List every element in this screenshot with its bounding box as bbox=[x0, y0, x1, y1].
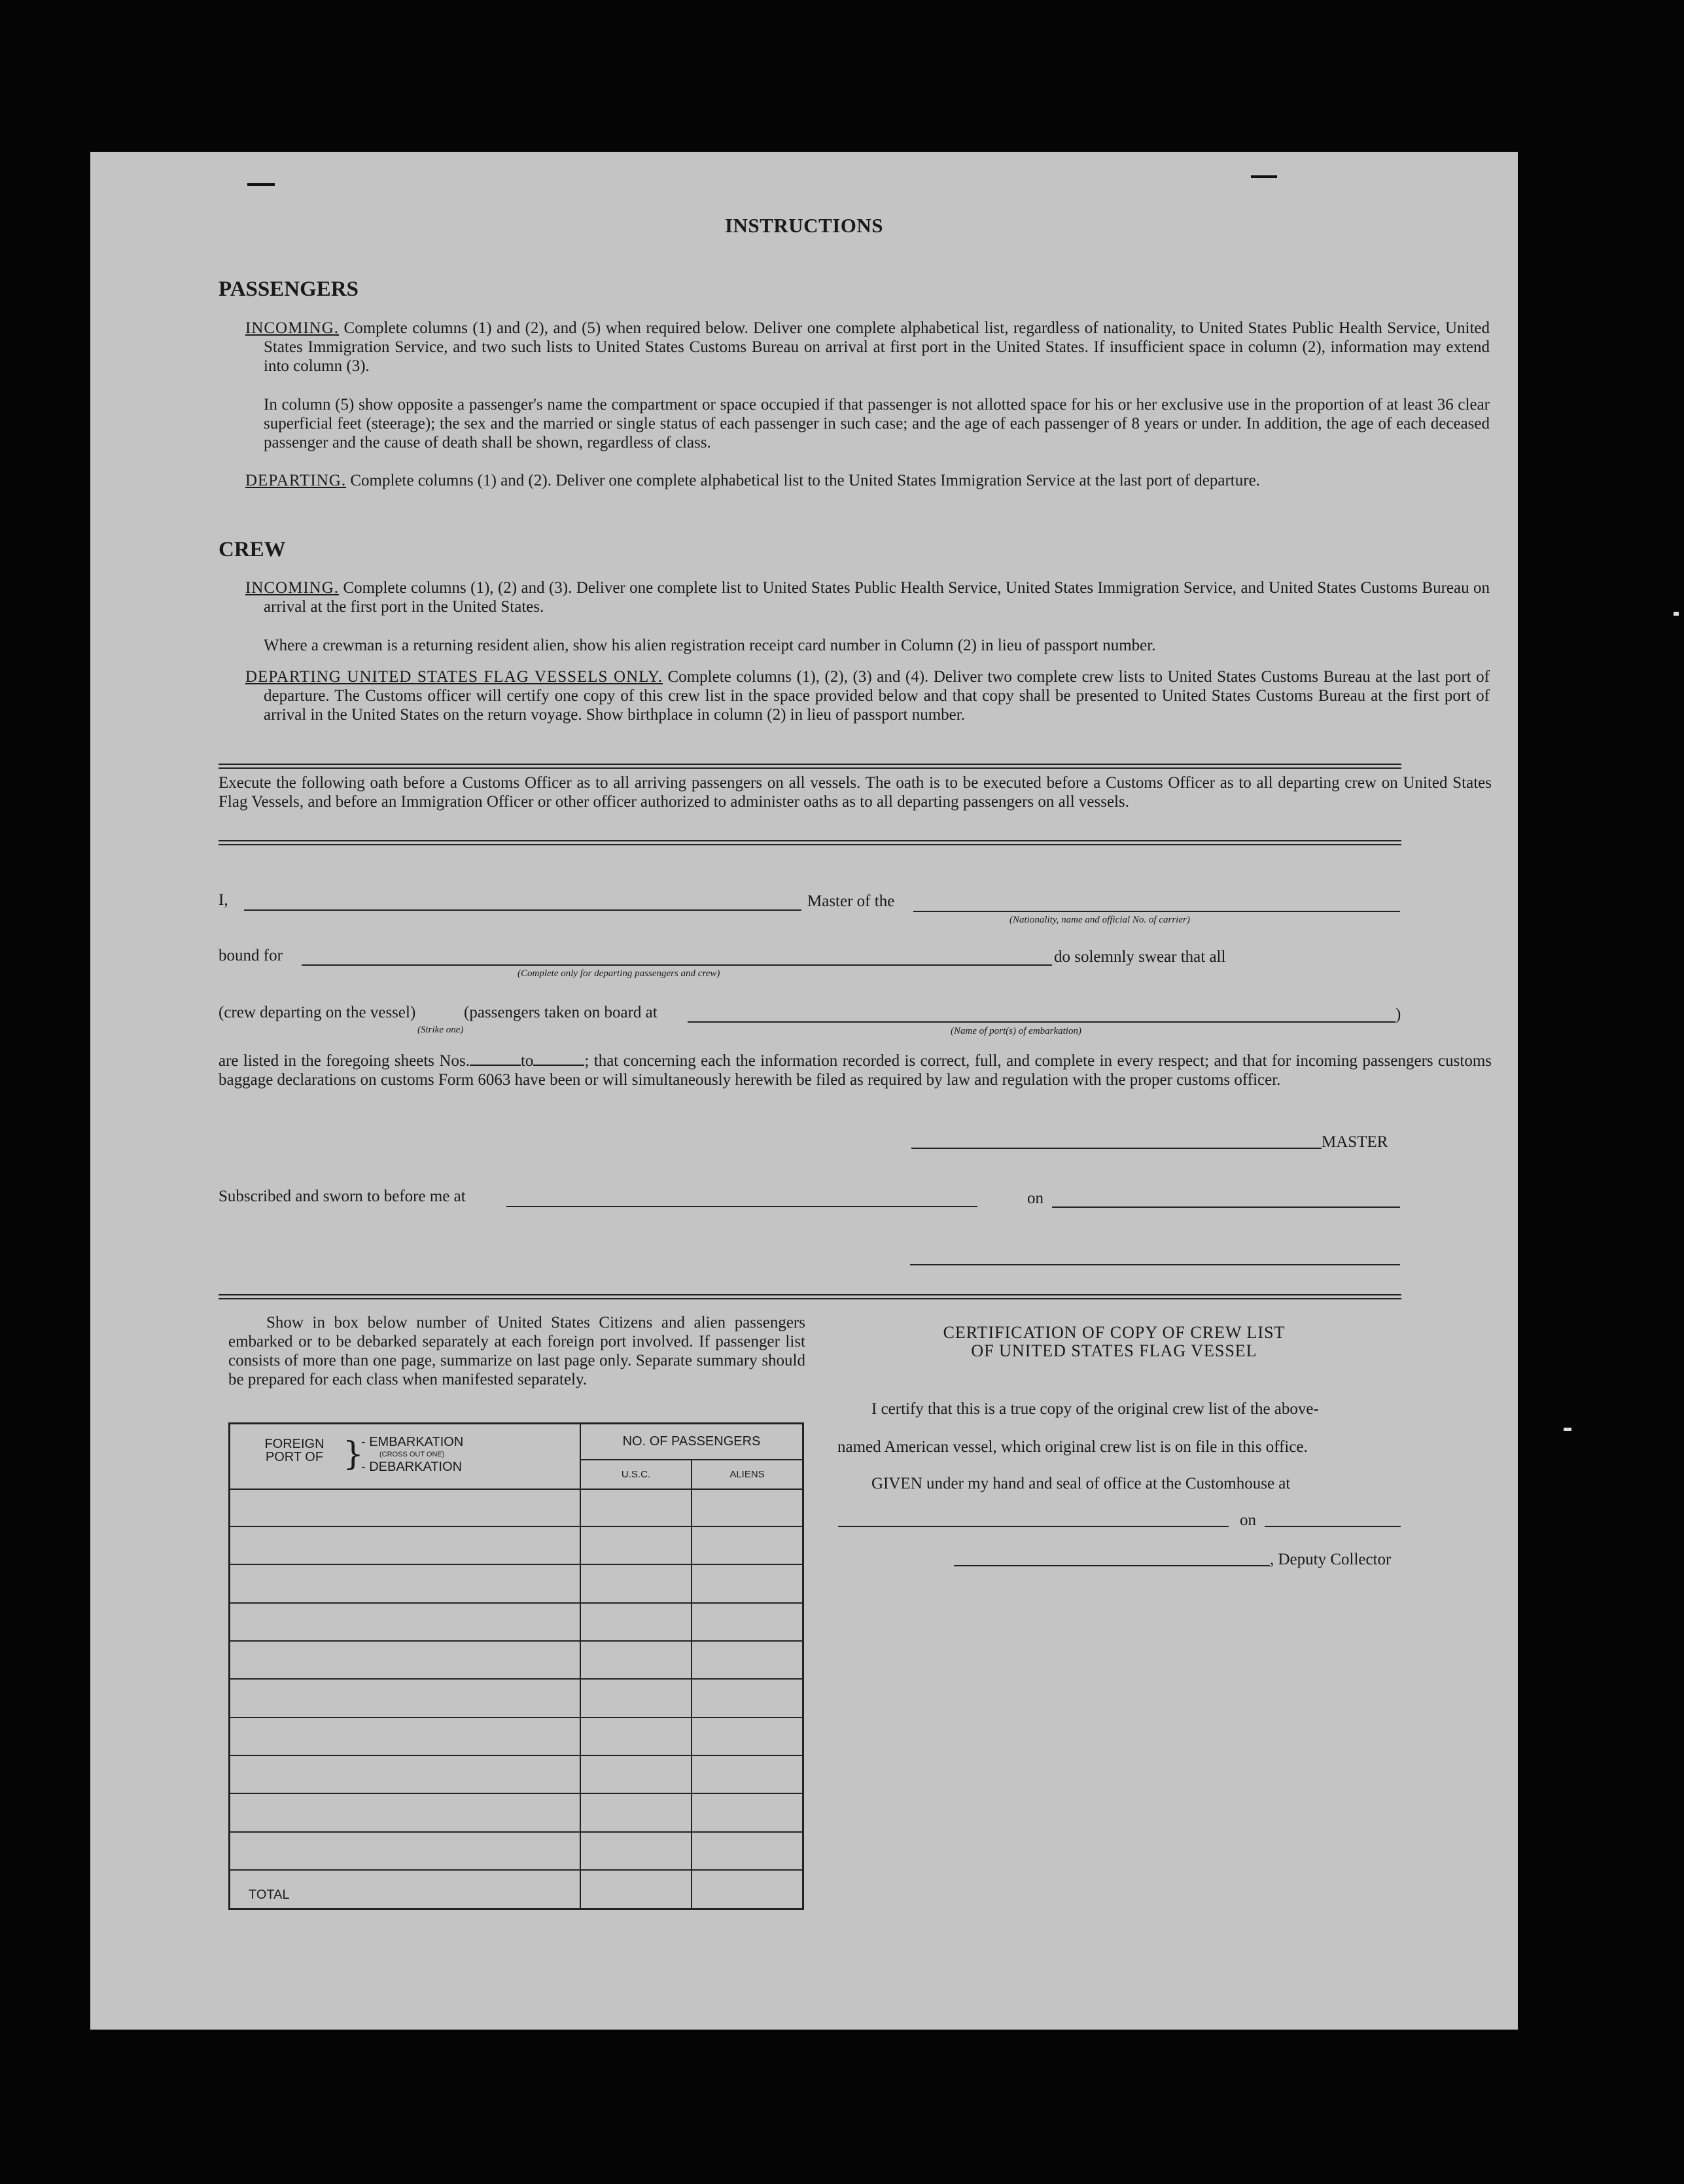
scan-mark bbox=[1251, 175, 1277, 178]
passengers-taken-label: (passengers taken on board at bbox=[464, 1004, 658, 1021]
table-row bbox=[230, 1489, 803, 1526]
passengers-departing-text: Complete columns (1) and (2). Deliver one complete alphabetical list to the United States Immigration Service at the last port of departure. bbox=[350, 472, 1260, 489]
port-cell[interactable] bbox=[230, 1832, 581, 1870]
form-sheet bbox=[90, 152, 1518, 2030]
crew-incoming-paragraph bbox=[245, 578, 1490, 616]
usc-cell[interactable] bbox=[580, 1641, 692, 1679]
crew-incoming-lead: INCOMING. bbox=[245, 579, 340, 597]
passengers-departing-paragraph bbox=[245, 471, 1490, 490]
usc-cell[interactable] bbox=[580, 1717, 692, 1755]
passengers-incoming-paragraph bbox=[245, 319, 1490, 376]
subscribed-label: Subscribed and sworn to before me at bbox=[219, 1188, 466, 1205]
customhouse-field[interactable] bbox=[838, 1526, 1229, 1527]
usc-total-cell[interactable] bbox=[580, 1870, 692, 1909]
scan-mark bbox=[247, 183, 275, 186]
summary-instruction: Show in box below number of United States Citizens and alien passengers embarked or to be debarked separately at each foreign port involved. If passenger list consists of more than one page, summarize on last page only. Separate summary should be prepared for each class when manifested separately. bbox=[228, 1314, 805, 1388]
master-name-field[interactable] bbox=[244, 909, 801, 911]
certification-heading-1: CERTIFICATION OF COPY OF CREW LIST bbox=[943, 1323, 1286, 1342]
usc-cell[interactable] bbox=[580, 1793, 692, 1831]
officer-signature-field[interactable] bbox=[910, 1264, 1400, 1265]
passengers-incoming-text: Complete columns (1) and (2), and (5) when required below. Deliver one complete alphabetical list, regardless of nationality, to United States Public Health Service, United States Immigration Service, and two such lists to United States Customs Bureau on arrival at first port in the United States. If insufficient space in column (2), information may extend into column (3). bbox=[264, 319, 1490, 375]
listed-paragraph bbox=[219, 1051, 1492, 1089]
crew-flag-paragraph bbox=[245, 667, 1490, 724]
aliens-cell[interactable] bbox=[692, 1526, 803, 1564]
usc-cell[interactable] bbox=[580, 1679, 692, 1717]
port-cell[interactable] bbox=[230, 1755, 581, 1793]
aliens-cell[interactable] bbox=[692, 1717, 803, 1755]
ports-caption: (Name of port(s) of embarkation) bbox=[951, 1026, 1081, 1036]
crew-heading: CREW bbox=[219, 538, 286, 561]
table-row bbox=[230, 1603, 803, 1641]
master-label: MASTER bbox=[1322, 1133, 1388, 1151]
oath-instruction: Execute the following oath before a Customs Officer as to all arriving passengers on all vessels. The oath is to be executed before a Customs Officer as to all departing crew on United States Flag Vessels, and before an Immigration Officer or other officer authorized to administer oaths as to all departing passengers on all vessels. bbox=[219, 774, 1492, 811]
crew-departing-label: (crew departing on the vessel) bbox=[219, 1004, 416, 1021]
passengers-column5-paragraph: In column (5) show opposite a passenger's name the compartment or space occupied if that passenger is not allotted space for his or her exclusive use in the proportion of at least 36 clear superficial feet (steerage); the sex and the married or single status of each passenger in such case; and the age of each passenger of 8 years or under. In addition, the age of each deceased passenger and the cause of death shall be shown, regardless of class. bbox=[264, 396, 1490, 451]
cross-out-label: (CROSS OUT ONE) bbox=[379, 1451, 445, 1458]
port-cell[interactable] bbox=[230, 1489, 581, 1526]
table-row bbox=[230, 1679, 803, 1717]
page-title: INSTRUCTIONS bbox=[724, 214, 883, 237]
swear-label: do solemnly swear that all bbox=[1054, 948, 1226, 966]
usc-cell[interactable] bbox=[580, 1564, 692, 1602]
passengers-heading: PASSENGERS bbox=[219, 277, 359, 301]
crew-flag-text: Complete columns (1), (2), (3) and (4). Deliver two complete crew lists to United States Customs Bureau at the last port of departure. The Customs officer will certify one copy of this crew list in the space provided below and that copy shall be presented to United States Customs Bureau at the first port of arrival in the United States on the return voyage. Show birthplace in column (2) in lieu of passport number. bbox=[264, 668, 1490, 724]
certify-line-1: I certify that this is a true copy of the original crew list of the above- bbox=[871, 1400, 1319, 1418]
listed-prefix: are listed in the foregoing sheets Nos. bbox=[219, 1052, 470, 1070]
oath-i-label: I, bbox=[219, 891, 228, 909]
port-cell[interactable] bbox=[230, 1603, 581, 1641]
foreign-port-header bbox=[230, 1424, 581, 1489]
aliens-total-cell[interactable] bbox=[692, 1870, 803, 1909]
scan-mark bbox=[1564, 1428, 1571, 1431]
usc-cell[interactable] bbox=[580, 1526, 692, 1564]
passengers-incoming-lead: INCOMING. bbox=[245, 319, 340, 337]
table-row bbox=[230, 1755, 803, 1793]
total-row bbox=[230, 1870, 803, 1909]
table-row bbox=[230, 1832, 803, 1870]
double-rule bbox=[219, 764, 1401, 769]
usc-header: U.S.C. bbox=[580, 1460, 692, 1489]
usc-cell[interactable] bbox=[580, 1603, 692, 1641]
aliens-cell[interactable] bbox=[692, 1793, 803, 1831]
aliens-cell[interactable] bbox=[692, 1564, 803, 1602]
crew-flag-lead: DEPARTING UNITED STATES FLAG VESSELS ONLY. bbox=[245, 668, 663, 686]
port-cell[interactable] bbox=[230, 1564, 581, 1602]
certify-line-2: named American vessel, which original crew list is on file in this office. bbox=[837, 1438, 1308, 1456]
port-cell[interactable] bbox=[230, 1717, 581, 1755]
aliens-cell[interactable] bbox=[692, 1832, 803, 1870]
passengers-departing-lead: DEPARTING. bbox=[245, 472, 347, 489]
carrier-field[interactable] bbox=[913, 911, 1400, 912]
bound-for-label: bound for bbox=[219, 947, 283, 964]
sworn-place-field[interactable] bbox=[506, 1206, 977, 1207]
brace-icon: } bbox=[343, 1435, 364, 1473]
master-of-label: Master of the bbox=[807, 892, 895, 910]
aliens-cell[interactable] bbox=[692, 1641, 803, 1679]
scan-mark bbox=[1674, 612, 1679, 616]
listed-suffix: ; that concerning each the information recorded is correct, full, and complete in every respect; and that for incoming passengers customs baggage declarations on customs Form 6063 have been or will simultaneously herewith be filed as required by law and regulation with the proper customs officer. bbox=[219, 1052, 1492, 1089]
certification-heading-2: OF UNITED STATES FLAG VESSEL bbox=[971, 1341, 1257, 1360]
usc-cell[interactable] bbox=[580, 1832, 692, 1870]
port-cell[interactable] bbox=[230, 1526, 581, 1564]
aliens-cell[interactable] bbox=[692, 1679, 803, 1717]
sheet-from-field[interactable] bbox=[470, 1053, 521, 1066]
sheet-to-field[interactable] bbox=[533, 1053, 584, 1066]
table-row bbox=[230, 1526, 803, 1564]
crew-resident-paragraph: Where a crewman is a returning resident alien, show his alien registration receipt card number in Column (2) in lieu of passport number. bbox=[264, 637, 1156, 654]
table-row bbox=[230, 1641, 803, 1679]
port-cell[interactable] bbox=[230, 1679, 581, 1717]
total-label: TOTAL bbox=[230, 1870, 581, 1909]
close-paren: ) bbox=[1395, 1006, 1401, 1023]
aliens-header: ALIENS bbox=[692, 1460, 803, 1489]
table-row bbox=[230, 1717, 803, 1755]
table-row bbox=[230, 1793, 803, 1831]
sworn-on-label: on bbox=[1027, 1189, 1044, 1207]
no-passengers-header: NO. OF PASSENGERS bbox=[580, 1424, 803, 1460]
bound-for-field[interactable] bbox=[302, 964, 1052, 966]
listed-to: to bbox=[520, 1052, 534, 1070]
aliens-cell[interactable] bbox=[692, 1755, 803, 1793]
carrier-caption: (Nationality, name and official No. of carrier) bbox=[1009, 915, 1190, 925]
given-line: GIVEN under my hand and seal of office at the Customhouse at bbox=[871, 1475, 1291, 1492]
deputy-signature-field[interactable] bbox=[954, 1565, 1270, 1566]
double-rule bbox=[219, 840, 1401, 845]
table-row bbox=[230, 1564, 803, 1602]
usc-cell[interactable] bbox=[580, 1489, 692, 1526]
double-rule bbox=[219, 1294, 1401, 1299]
usc-cell[interactable] bbox=[580, 1755, 692, 1793]
strike-caption: (Strike one) bbox=[417, 1025, 464, 1035]
embarkation-label: - EMBARKATION bbox=[361, 1435, 464, 1449]
foreign-port-label: FOREIGN PORT OF bbox=[264, 1437, 325, 1464]
crew-incoming-text: Complete columns (1), (2) and (3). Deliver one complete list to United States Public Health Service, United States Immigration Service, and United States Customs Bureau on arrival at the first port in the United States. bbox=[264, 579, 1490, 616]
embarkation-ports-field[interactable] bbox=[688, 1021, 1395, 1023]
bound-caption: (Complete only for departing passengers and crew) bbox=[517, 968, 720, 979]
aliens-cell[interactable] bbox=[692, 1603, 803, 1641]
master-signature-field[interactable] bbox=[911, 1148, 1322, 1149]
sworn-date-field[interactable] bbox=[1052, 1206, 1400, 1208]
port-cell[interactable] bbox=[230, 1641, 581, 1679]
port-cell[interactable] bbox=[230, 1793, 581, 1831]
deputy-collector-label: , Deputy Collector bbox=[1270, 1551, 1392, 1568]
cert-on-label: on bbox=[1240, 1511, 1256, 1529]
aliens-cell[interactable] bbox=[692, 1489, 803, 1526]
passenger-summary-table bbox=[228, 1422, 804, 1910]
cert-date-field[interactable] bbox=[1265, 1526, 1401, 1527]
debarkation-label: - DEBARKATION bbox=[361, 1460, 463, 1474]
